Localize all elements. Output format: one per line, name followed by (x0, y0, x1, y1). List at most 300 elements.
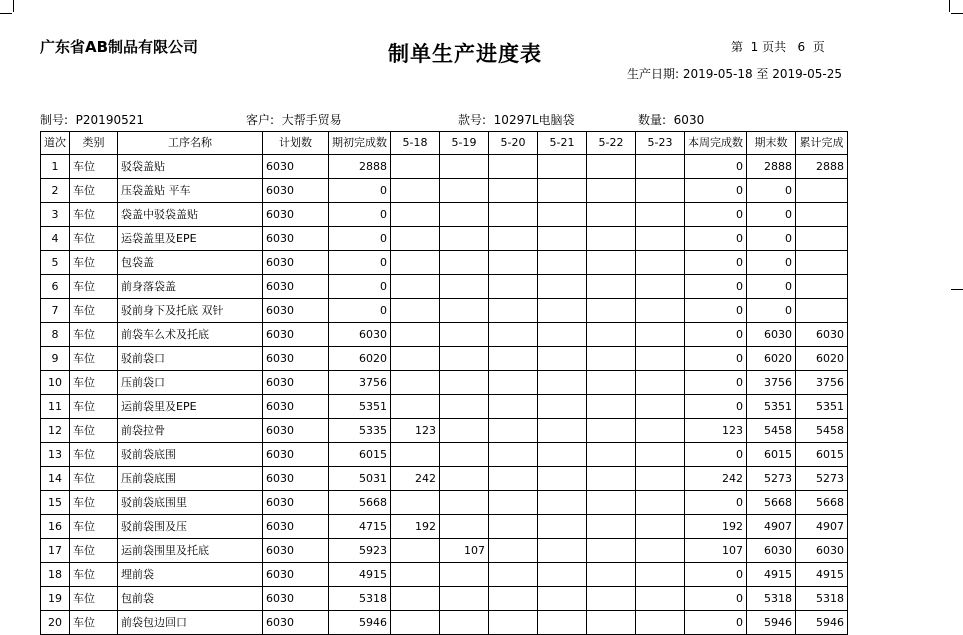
opening-done-cell: 0 (329, 179, 391, 203)
closing-qty-cell: 5458 (747, 419, 796, 443)
closing-qty-cell: 4907 (747, 515, 796, 539)
day-cell (440, 611, 489, 635)
order-number: 制号: P20190521 (40, 113, 144, 127)
category-cell: 车位 (70, 419, 118, 443)
process-name-cell: 运袋盖里及EPE (118, 227, 263, 251)
day-cell (391, 443, 440, 467)
plan-qty-cell: 6030 (263, 395, 329, 419)
table-row (41, 155, 848, 179)
week-done-cell: 0 (685, 443, 747, 467)
day-cell (636, 299, 685, 323)
day-cell (636, 203, 685, 227)
closing-qty-cell: 0 (747, 299, 796, 323)
day-cell (440, 323, 489, 347)
day-cell (636, 155, 685, 179)
cumulative-done-cell: 6030 (796, 539, 848, 563)
day-cell (538, 371, 587, 395)
step-no-cell: 7 (41, 299, 70, 323)
opening-done-cell: 3756 (329, 371, 391, 395)
opening-done-cell: 5923 (329, 539, 391, 563)
week-done-cell: 192 (685, 515, 747, 539)
column-header: 道次 (41, 132, 70, 155)
step-no-cell: 9 (41, 347, 70, 371)
process-name-cell: 包袋盖 (118, 251, 263, 275)
closing-qty-cell: 0 (747, 275, 796, 299)
day-cell (538, 179, 587, 203)
day-cell (440, 179, 489, 203)
cumulative-done-cell: 3756 (796, 371, 848, 395)
day-cell (391, 611, 440, 635)
closing-qty-cell: 6030 (747, 539, 796, 563)
category-cell: 车位 (70, 227, 118, 251)
step-no-cell: 1 (41, 155, 70, 179)
day-cell (587, 275, 636, 299)
process-name-cell: 压前袋口 (118, 371, 263, 395)
cumulative-done-cell: 5458 (796, 419, 848, 443)
step-no-cell: 10 (41, 371, 70, 395)
week-done-cell: 0 (685, 203, 747, 227)
week-done-cell: 0 (685, 587, 747, 611)
table-row (41, 395, 848, 419)
cumulative-done-cell (796, 251, 848, 275)
plan-qty-cell: 6030 (263, 275, 329, 299)
table-row (41, 179, 848, 203)
day-cell (489, 179, 538, 203)
day-cell (391, 299, 440, 323)
day-cell (636, 323, 685, 347)
week-done-cell: 242 (685, 467, 747, 491)
table-header-row (41, 132, 848, 155)
process-name-cell: 袋盖中驳袋盖贴 (118, 203, 263, 227)
day-cell (391, 587, 440, 611)
step-no-cell: 3 (41, 203, 70, 227)
column-header: 计划数 (263, 132, 329, 155)
day-cell (489, 443, 538, 467)
day-cell (636, 611, 685, 635)
closing-qty-cell: 5351 (747, 395, 796, 419)
category-cell: 车位 (70, 323, 118, 347)
day-cell (636, 515, 685, 539)
column-header: 期末数 (747, 132, 796, 155)
day-cell (440, 275, 489, 299)
process-name-cell: 驳前袋底围里 (118, 491, 263, 515)
step-no-cell: 14 (41, 467, 70, 491)
table-row (41, 539, 848, 563)
day-cell (587, 539, 636, 563)
day-cell (587, 419, 636, 443)
opening-done-cell: 0 (329, 203, 391, 227)
day-cell (538, 419, 587, 443)
cumulative-done-cell (796, 203, 848, 227)
day-cell (587, 203, 636, 227)
day-cell (538, 587, 587, 611)
step-no-cell: 18 (41, 563, 70, 587)
step-no-cell: 19 (41, 587, 70, 611)
day-cell (391, 563, 440, 587)
cumulative-done-cell: 6030 (796, 323, 848, 347)
column-header: 本周完成数 (685, 132, 747, 155)
closing-qty-cell: 4915 (747, 563, 796, 587)
day-cell (440, 155, 489, 179)
day-cell (538, 227, 587, 251)
day-cell (391, 491, 440, 515)
day-cell (636, 395, 685, 419)
day-cell (587, 251, 636, 275)
day-cell (587, 347, 636, 371)
opening-done-cell: 6015 (329, 443, 391, 467)
category-cell: 车位 (70, 275, 118, 299)
cumulative-done-cell: 6020 (796, 347, 848, 371)
plan-qty-cell: 6030 (263, 299, 329, 323)
day-cell (538, 299, 587, 323)
day-cell (440, 563, 489, 587)
category-cell: 车位 (70, 251, 118, 275)
day-cell (636, 179, 685, 203)
category-cell: 车位 (70, 491, 118, 515)
day-cell (489, 539, 538, 563)
day-cell (440, 467, 489, 491)
cumulative-done-cell: 4915 (796, 563, 848, 587)
cumulative-done-cell: 6015 (796, 443, 848, 467)
process-name-cell: 前身落袋盖 (118, 275, 263, 299)
step-no-cell: 15 (41, 491, 70, 515)
closing-qty-cell: 2888 (747, 155, 796, 179)
cumulative-done-cell: 4907 (796, 515, 848, 539)
plan-qty-cell: 6030 (263, 203, 329, 227)
day-cell (440, 395, 489, 419)
step-no-cell: 13 (41, 443, 70, 467)
day-cell (587, 443, 636, 467)
plan-qty-cell: 6030 (263, 155, 329, 179)
day-cell (538, 275, 587, 299)
day-cell (587, 587, 636, 611)
closing-qty-cell: 5273 (747, 467, 796, 491)
day-cell (440, 491, 489, 515)
table-row (41, 227, 848, 251)
day-cell (440, 299, 489, 323)
day-cell (489, 347, 538, 371)
day-cell (489, 467, 538, 491)
week-done-cell: 0 (685, 371, 747, 395)
closing-qty-cell: 6020 (747, 347, 796, 371)
day-cell (587, 179, 636, 203)
closing-qty-cell: 6030 (747, 323, 796, 347)
day-cell (587, 299, 636, 323)
column-header: 5-23 (636, 132, 685, 155)
day-cell (538, 515, 587, 539)
week-done-cell: 0 (685, 323, 747, 347)
cumulative-done-cell: 5351 (796, 395, 848, 419)
crop-mark (0, 13, 12, 14)
plan-qty-cell: 6030 (263, 515, 329, 539)
category-cell: 车位 (70, 371, 118, 395)
table-row (41, 299, 848, 323)
week-done-cell: 0 (685, 227, 747, 251)
opening-done-cell: 2888 (329, 155, 391, 179)
category-cell: 车位 (70, 203, 118, 227)
customer: 客户: 大帮手贸易 (246, 113, 342, 127)
day-cell (440, 419, 489, 443)
day-cell (538, 563, 587, 587)
crop-mark (951, 13, 963, 14)
day-cell (489, 587, 538, 611)
day-cell (636, 491, 685, 515)
day-cell: 242 (391, 467, 440, 491)
day-cell (440, 251, 489, 275)
opening-done-cell: 4715 (329, 515, 391, 539)
day-cell (636, 251, 685, 275)
column-header: 工序名称 (118, 132, 263, 155)
process-name-cell: 运前袋里及EPE (118, 395, 263, 419)
process-name-cell: 驳前身下及托底 双针 (118, 299, 263, 323)
category-cell: 车位 (70, 299, 118, 323)
style-number: 款号: 10297L电脑袋 (458, 113, 575, 127)
day-cell: 107 (440, 539, 489, 563)
process-name-cell: 前袋拉骨 (118, 419, 263, 443)
closing-qty-cell: 5668 (747, 491, 796, 515)
cumulative-done-cell: 5318 (796, 587, 848, 611)
day-cell (636, 563, 685, 587)
opening-done-cell: 0 (329, 299, 391, 323)
day-cell (636, 539, 685, 563)
day-cell (587, 395, 636, 419)
opening-done-cell: 5668 (329, 491, 391, 515)
table-row (41, 443, 848, 467)
day-cell (440, 443, 489, 467)
opening-done-cell: 5351 (329, 395, 391, 419)
table-row (41, 251, 848, 275)
cumulative-done-cell: 5668 (796, 491, 848, 515)
crop-mark (949, 0, 950, 12)
opening-done-cell: 5318 (329, 587, 391, 611)
opening-done-cell: 0 (329, 275, 391, 299)
column-header: 期初完成数 (329, 132, 391, 155)
day-cell: 123 (391, 419, 440, 443)
quantity: 数量: 6030 (638, 113, 705, 127)
day-cell (636, 227, 685, 251)
production-date-range: 生产日期: 2019-05-18 至 2019-05-25 (627, 67, 842, 81)
category-cell: 车位 (70, 587, 118, 611)
closing-qty-cell: 0 (747, 179, 796, 203)
week-done-cell: 0 (685, 155, 747, 179)
plan-qty-cell: 6030 (263, 563, 329, 587)
day-cell (489, 275, 538, 299)
opening-done-cell: 6020 (329, 347, 391, 371)
day-cell (587, 611, 636, 635)
day-cell (587, 491, 636, 515)
week-done-cell: 123 (685, 419, 747, 443)
step-no-cell: 5 (41, 251, 70, 275)
opening-done-cell: 4915 (329, 563, 391, 587)
category-cell: 车位 (70, 395, 118, 419)
day-cell (636, 275, 685, 299)
day-cell (587, 155, 636, 179)
week-done-cell: 0 (685, 491, 747, 515)
opening-done-cell: 0 (329, 227, 391, 251)
crop-mark (13, 0, 14, 12)
week-done-cell: 0 (685, 395, 747, 419)
column-header: 5-22 (587, 132, 636, 155)
day-cell (538, 203, 587, 227)
closing-qty-cell: 6015 (747, 443, 796, 467)
day-cell (440, 347, 489, 371)
step-no-cell: 11 (41, 395, 70, 419)
day-cell (489, 395, 538, 419)
day-cell (440, 371, 489, 395)
day-cell (391, 275, 440, 299)
closing-qty-cell: 0 (747, 203, 796, 227)
plan-qty-cell: 6030 (263, 443, 329, 467)
table-body (41, 155, 848, 635)
opening-done-cell: 0 (329, 251, 391, 275)
day-cell (587, 371, 636, 395)
week-done-cell: 0 (685, 299, 747, 323)
opening-done-cell: 6030 (329, 323, 391, 347)
plan-qty-cell: 6030 (263, 347, 329, 371)
week-done-cell: 0 (685, 611, 747, 635)
day-cell (538, 491, 587, 515)
table-row (41, 203, 848, 227)
day-cell (489, 203, 538, 227)
day-cell (489, 491, 538, 515)
cumulative-done-cell: 5946 (796, 611, 848, 635)
day-cell (391, 227, 440, 251)
day-cell (538, 395, 587, 419)
process-name-cell: 压袋盖贴 平车 (118, 179, 263, 203)
day-cell (391, 203, 440, 227)
plan-qty-cell: 6030 (263, 467, 329, 491)
category-cell: 车位 (70, 515, 118, 539)
table-row (41, 611, 848, 635)
column-header: 累计完成 (796, 132, 848, 155)
plan-qty-cell: 6030 (263, 323, 329, 347)
category-cell: 车位 (70, 563, 118, 587)
day-cell (538, 155, 587, 179)
plan-qty-cell: 6030 (263, 371, 329, 395)
page-info: 第 1 页共 6 页 (731, 40, 825, 54)
day-cell (636, 443, 685, 467)
table-row (41, 467, 848, 491)
day-cell (391, 395, 440, 419)
plan-qty-cell: 6030 (263, 179, 329, 203)
day-cell (440, 587, 489, 611)
day-cell (538, 539, 587, 563)
week-done-cell: 107 (685, 539, 747, 563)
table-row (41, 515, 848, 539)
table-row (41, 347, 848, 371)
day-cell: 192 (391, 515, 440, 539)
process-name-cell: 驳前袋围及压 (118, 515, 263, 539)
day-cell (440, 203, 489, 227)
day-cell (489, 251, 538, 275)
cumulative-done-cell (796, 299, 848, 323)
column-header: 类别 (70, 132, 118, 155)
column-header: 5-20 (489, 132, 538, 155)
day-cell (636, 587, 685, 611)
day-cell (636, 347, 685, 371)
day-cell (489, 563, 538, 587)
cumulative-done-cell: 2888 (796, 155, 848, 179)
plan-qty-cell: 6030 (263, 611, 329, 635)
day-cell (489, 371, 538, 395)
week-done-cell: 0 (685, 251, 747, 275)
process-name-cell: 驳前袋口 (118, 347, 263, 371)
opening-done-cell: 5946 (329, 611, 391, 635)
closing-qty-cell: 5946 (747, 611, 796, 635)
day-cell (636, 419, 685, 443)
day-cell (440, 515, 489, 539)
step-no-cell: 16 (41, 515, 70, 539)
process-name-cell: 包前袋 (118, 587, 263, 611)
day-cell (489, 419, 538, 443)
day-cell (489, 515, 538, 539)
closing-qty-cell: 0 (747, 227, 796, 251)
process-name-cell: 驳袋盖贴 (118, 155, 263, 179)
day-cell (587, 515, 636, 539)
process-name-cell: 驳前袋底围 (118, 443, 263, 467)
day-cell (587, 227, 636, 251)
step-no-cell: 12 (41, 419, 70, 443)
day-cell (587, 563, 636, 587)
day-cell (391, 347, 440, 371)
category-cell: 车位 (70, 443, 118, 467)
opening-done-cell: 5031 (329, 467, 391, 491)
step-no-cell: 17 (41, 539, 70, 563)
day-cell (489, 323, 538, 347)
closing-qty-cell: 0 (747, 251, 796, 275)
plan-qty-cell: 6030 (263, 539, 329, 563)
day-cell (489, 299, 538, 323)
category-cell: 车位 (70, 611, 118, 635)
column-header: 5-18 (391, 132, 440, 155)
step-no-cell: 4 (41, 227, 70, 251)
company-name: 广东省AB制品有限公司 (40, 38, 199, 56)
table-row (41, 587, 848, 611)
step-no-cell: 2 (41, 179, 70, 203)
process-name-cell: 压前袋底围 (118, 467, 263, 491)
closing-qty-cell: 3756 (747, 371, 796, 395)
day-cell (538, 443, 587, 467)
cumulative-done-cell (796, 275, 848, 299)
day-cell (587, 323, 636, 347)
cumulative-done-cell (796, 179, 848, 203)
crop-mark (951, 289, 963, 290)
week-done-cell: 0 (685, 275, 747, 299)
category-cell: 车位 (70, 179, 118, 203)
step-no-cell: 6 (41, 275, 70, 299)
cumulative-done-cell (796, 227, 848, 251)
table-row (41, 491, 848, 515)
process-name-cell: 前袋车么术及托底 (118, 323, 263, 347)
plan-qty-cell: 6030 (263, 251, 329, 275)
report-title: 制单生产进度表 (388, 42, 542, 66)
plan-qty-cell: 6030 (263, 419, 329, 443)
category-cell: 车位 (70, 539, 118, 563)
day-cell (391, 539, 440, 563)
process-name-cell: 运前袋围里及托底 (118, 539, 263, 563)
day-cell (587, 467, 636, 491)
day-cell (489, 155, 538, 179)
category-cell: 车位 (70, 347, 118, 371)
progress-table (40, 131, 848, 635)
day-cell (538, 467, 587, 491)
plan-qty-cell: 6030 (263, 227, 329, 251)
step-no-cell: 8 (41, 323, 70, 347)
day-cell (636, 371, 685, 395)
category-cell: 车位 (70, 467, 118, 491)
cumulative-done-cell: 5273 (796, 467, 848, 491)
day-cell (538, 611, 587, 635)
